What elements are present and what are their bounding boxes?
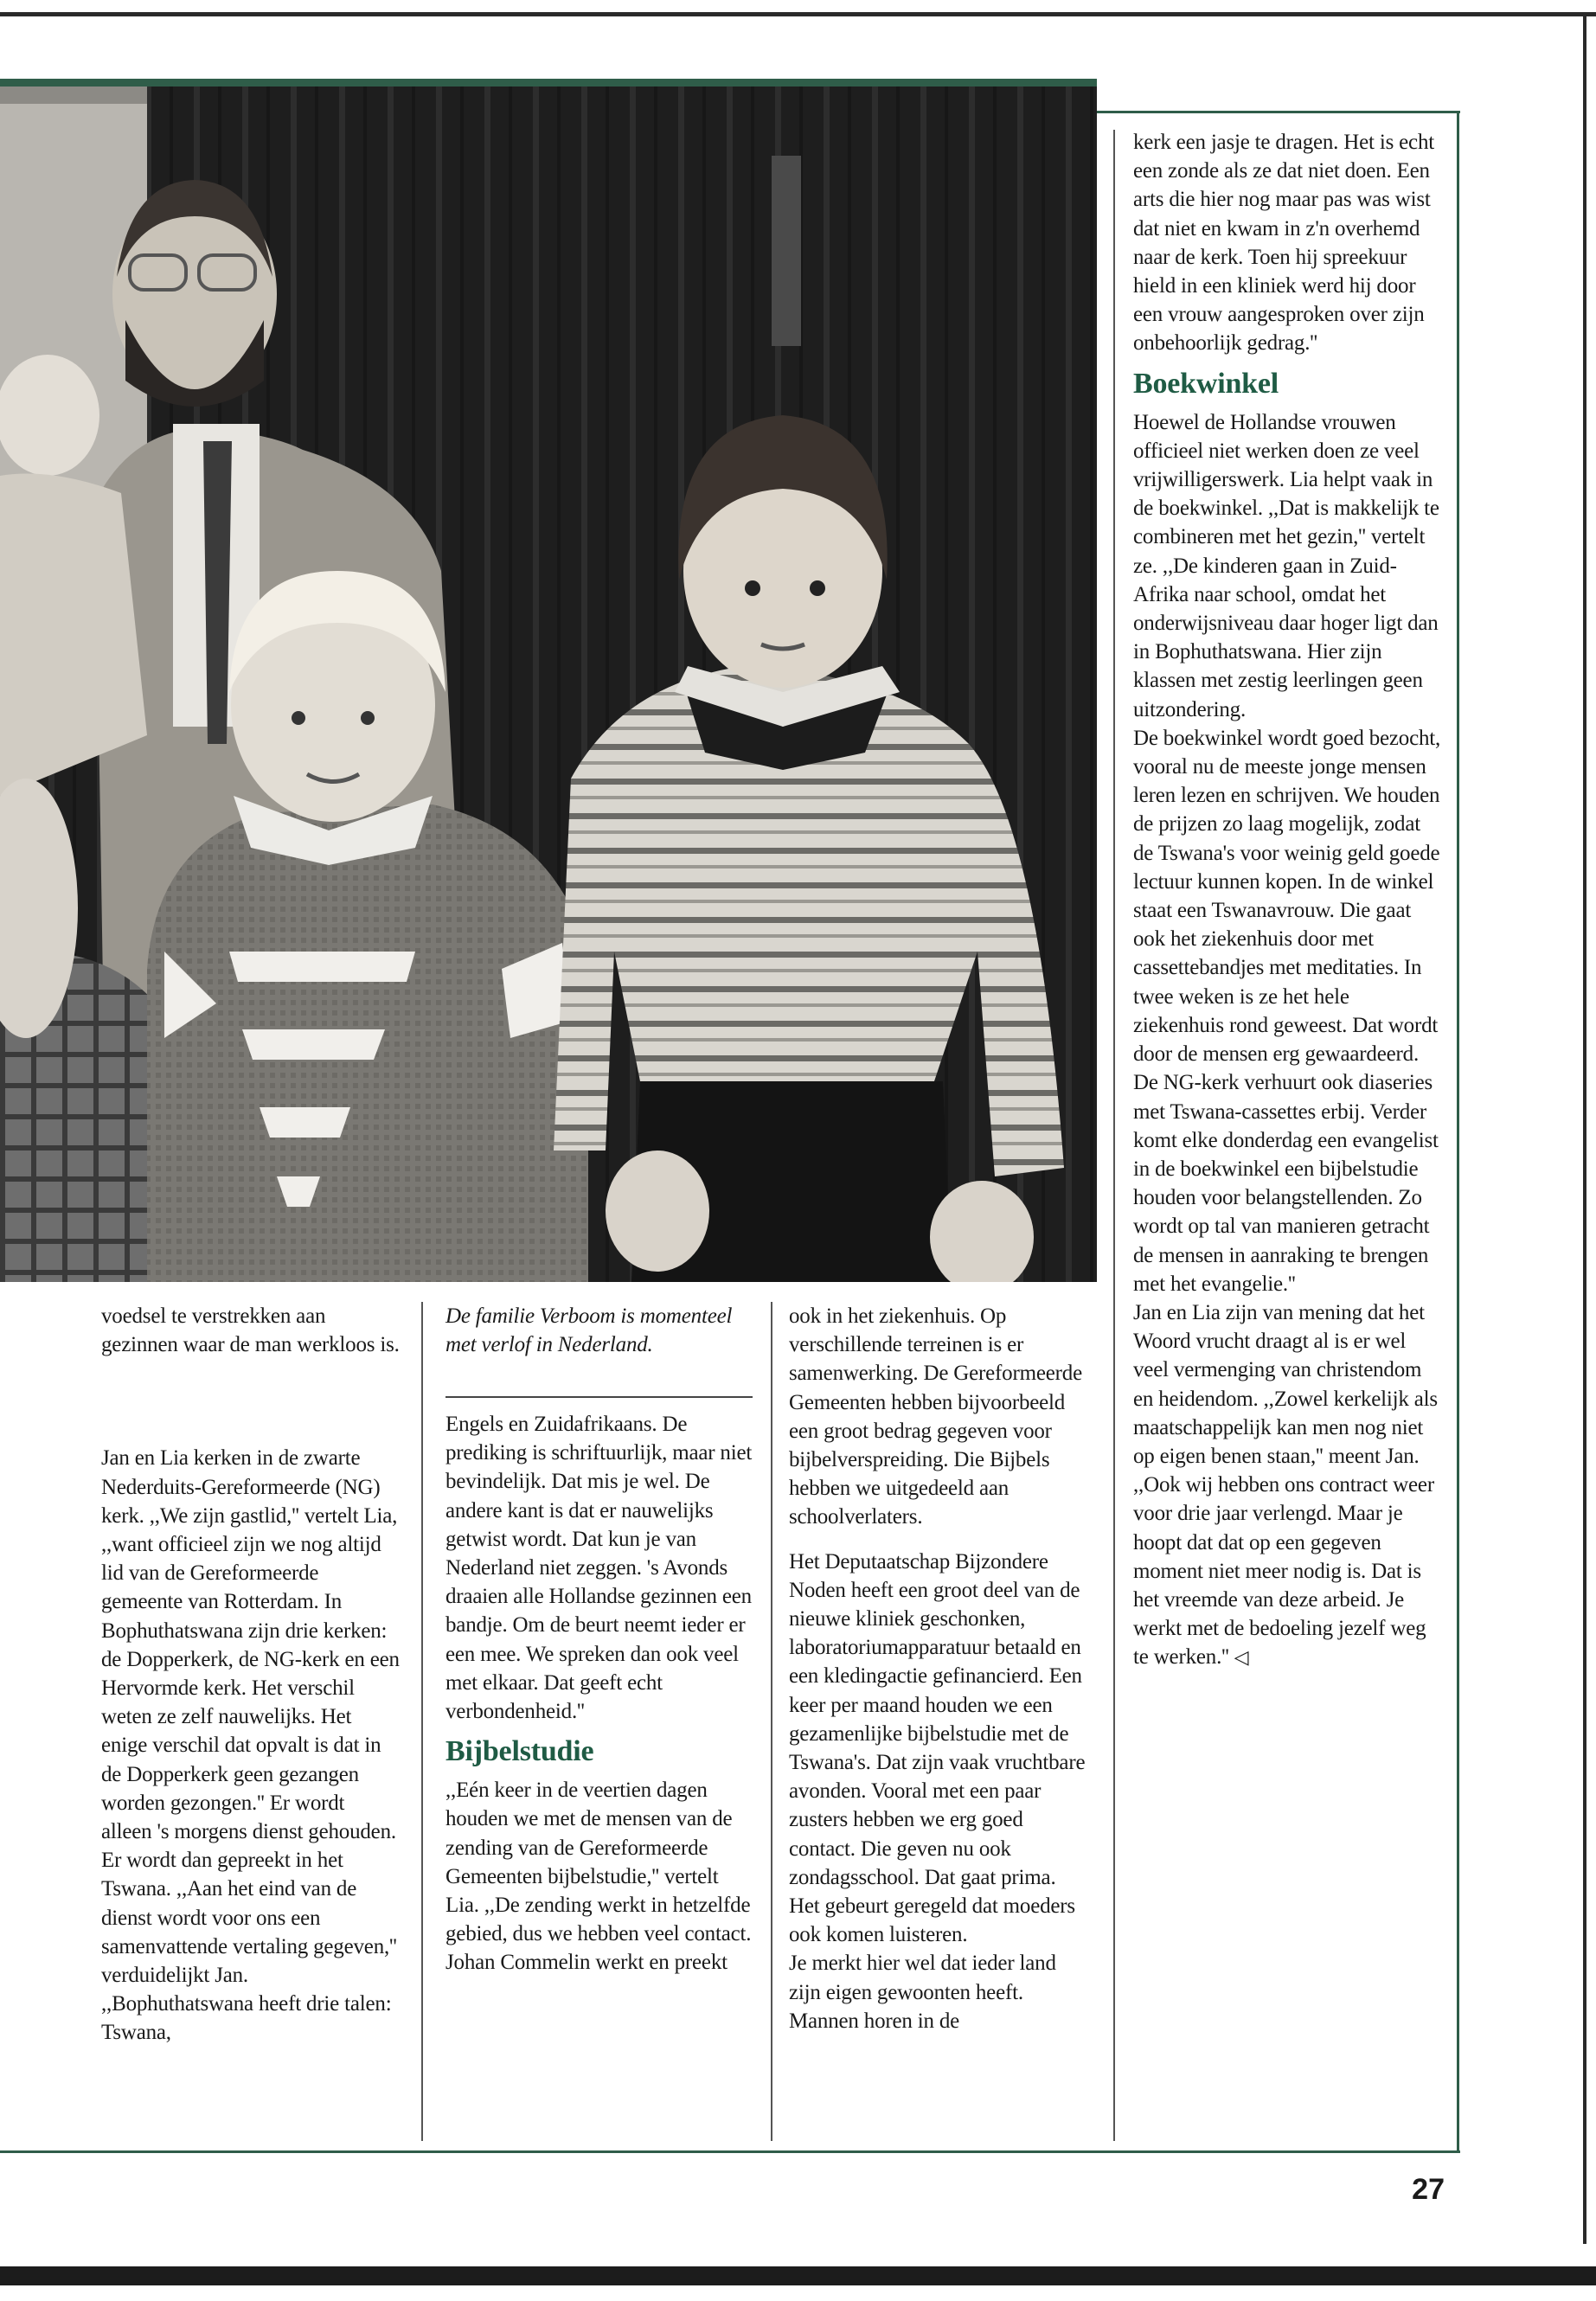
frame-line-column4-top (1097, 111, 1460, 113)
article-paragraph-text: Jan en Lia zijn van mening dat het Woord vrucht draagt al is er wel veel vermenging van christendom en heidendom. ,,Zowel kerkelijk als maatschappelijk kan men nog niet op eigen benen staan,'' meent Jan. ,,Ook wij hebben ons contract weer voor drie jaar verlengd. Maar je hoopt dat dat op een gegeven moment niet meer nodig is. Dat is het vreemde van deze arbeid. Je werkt met de bedoeling jezelf weg te werken.'' (1133, 1300, 1438, 1670)
page-number: 27 (1412, 2173, 1445, 2206)
article-column-1 (101, 1302, 400, 2048)
column-divider (421, 1302, 423, 2141)
article-column-2 (445, 1302, 753, 1359)
article-paragraph: ook in het ziekenhuis. Op verschillende terreinen is er samenwerking. De Gereformeerde Gemeenten hebben bijvoorbeeld een groot bedrag gegeven voor bijbelverspreiding. Die Bijbels hebben we uitgedeeld aan schoolverlaters. (789, 1304, 1082, 1529)
column-divider (1113, 130, 1115, 2141)
article-paragraph: voedsel te verstrekken aan gezinnen waar de man werkloos is. (101, 1304, 400, 1357)
article-column-4 (1133, 128, 1443, 1673)
section-heading-bijbelstudie: Bijbelstudie (445, 1735, 594, 1768)
article-paragraph: De boekwinkel wordt goed bezocht, vooral nu de meeste jonge mensen leren lezen en schrijven. We houden de prijzen zo laag mogelijk, zodat de Tswana's voor weinig geld goede lectuur kunnen kopen. In de winkel staat een Tswanavrouw. Die gaat ook het ziekenhuis door met cassettebandjes met meditaties. In twee weken is ze het hele ziekenhuis rond geweest. Dat wordt door de mensen erg gewaardeerd. (1133, 726, 1441, 1067)
scan-border-bottom (0, 2266, 1596, 2285)
article-paragraph: Je merkt hier wel dat ieder land zijn eigen gewoonten heeft. Mannen horen in de (789, 1952, 1056, 2033)
caption-rule (445, 1396, 753, 1398)
article-paragraph: kerk een jasje te dragen. Het is echt een zonde als ze dat niet doen. Een arts die hier nog maar pas was wist dat niet en kwam in z'n overhemd naar de kerk. Toen hij spreekuur hield in een kliniek werd hij door een vrouw aangesproken over zijn onbehoorlijk gedrag.'' (1133, 131, 1434, 356)
article-paragraph: ,,Eén keer in de veertien dagen houden we met de mensen van de zending van de Gereformeerde Gemeenten bijbelstudie,'' vertelt Lia. ,,De zending werkt in hetzelfde gebied, dus we hebben veel contact. Johan Commelin werkt en preekt (445, 1779, 752, 1975)
photo-caption: De familie Verboom is momenteel met verlof in Nederland. (445, 1304, 733, 1357)
article-paragraph: Jan en Lia kerken in de zwarte Nederduits-Gereformeerde (NG) kerk. ,,We zijn gastlid,'' vertelt Lia, ,,want officieel zijn we nog altijd lid van de Gereformeerde gemeente van Rotterdam. In Bophuthatswana zijn drie kerken: de Dopperkerk, de NG-kerk en een Hervormde kerk. Het verschil weten ze zelf nauwelijks. Het enige verschil dat opvalt is dat in de Dopperkerk geen gezangen worden gezongen.'' Er wordt alleen 's morgens dienst gehouden. Er wordt dan gepreekt in het Tswana. ,,Aan het eind van de dienst wordt voor ons een samenvattende vertaling gegeven,'' verduidelijkt Jan. ,,Bophuthatswana heeft drie talen: Tswana, (101, 1446, 400, 2045)
scan-border-right (1583, 12, 1586, 2244)
article-paragraph: Hoewel de Hollandse vrouwen officieel niet werken doen ze veel vrijwilligerswerk. Lia helpt vaak in de boekwinkel. ,,Dat is makkelijk te combineren met het gezin,'' vertelt ze. ,,De kinderen gaan in Zuid-Afrika naar school, omdat het onderwijsniveau daar hoger ligt dan in Bophuthatswana. Hier zijn klassen met zestig leerlingen geen uitzondering. (1133, 410, 1439, 721)
article-column-3 (789, 1302, 1092, 2035)
article-paragraph: Het Deputaatschap Bijzondere Noden heeft een groot deel van de nieuwe kliniek geschonken, laboratoriumapparatuur betaald en een kledingactie gefinancierd. Een keer per maand houden we een gezamenlijke bijbelstudie met de Tswana's. Dat zijn vaak vruchtbare avonden. Vooral met een paar zusters hebben we erg goed contact. Die geven nu ook zondagsschool. Dat gaat prima. Het gebeurt geregeld dat moeders ook komen luisteren. (789, 1549, 1086, 1947)
end-mark-icon: ◁ (1234, 1647, 1249, 1670)
scan-border-top (0, 12, 1596, 16)
column-divider (771, 1302, 772, 2141)
frame-line-right (1457, 111, 1459, 2152)
frame-line-top (0, 79, 1097, 87)
article-paragraph (1133, 1298, 1443, 1673)
article-paragraph: De NG-kerk verhuurt ook diaseries met Tswana-cassettes erbij. Verder komt elke donderdag een evangelist in de boekwinkel een bijbelstudie houden voor belangstellenden. Zo wordt op tal van manieren getracht de mensen in aanraking te brengen met het evangelie.'' (1133, 1071, 1439, 1296)
section-heading-boekwinkel: Boekwinkel (1133, 367, 1279, 400)
family-photo (0, 87, 1097, 1282)
article-column-2-body (445, 1410, 753, 1977)
frame-line-bottom (0, 2150, 1460, 2153)
article-paragraph: Engels en Zuidafrikaans. De prediking is schriftuurlijk, maar niet bevindelijk. Dat mis je wel. De andere kant is dat er nauwelijks getwist wordt. Dat kun je van Nederland niet zeggen. 's Avonds draaien alle Hollandse gezinnen een bandje. Om de beurt neemt ieder er een mee. We spreken dan ook veel met elkaar. Dat geeft echt verbondenheid.'' (445, 1413, 753, 1724)
